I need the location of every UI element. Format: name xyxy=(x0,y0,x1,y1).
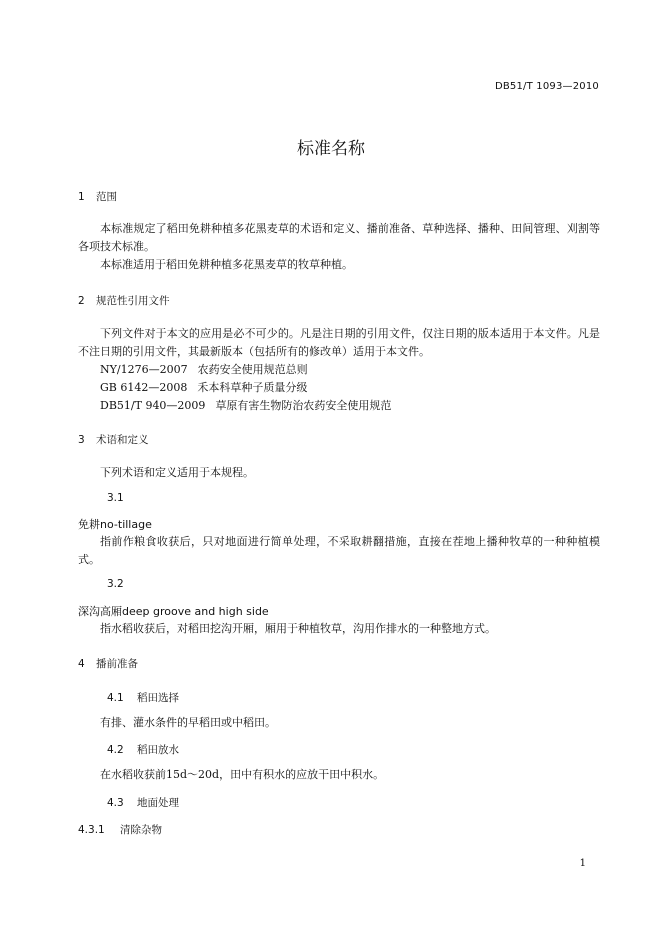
subsubsection-heading xyxy=(78,822,162,837)
section-2-heading xyxy=(78,293,170,308)
subsection-number: 4.3 xyxy=(107,797,124,809)
reference-code: NY/1276—2007 xyxy=(100,363,188,376)
section-1-heading xyxy=(78,189,117,204)
section-1-paragraph-1: 本标准规定了稻田免耕种植多花黑麦草的术语和定义、播前准备、草种选择、播种、田间管理、刈割等各项技术标准。 xyxy=(78,222,600,253)
section-title: 规范性引用文件 xyxy=(96,295,170,307)
term-name: 免耕no-tillage xyxy=(78,518,152,531)
reference-item xyxy=(100,361,308,377)
subsection-heading xyxy=(107,795,179,810)
subsection-number: 4.1 xyxy=(107,692,124,704)
reference-code: DB51/T 940—2009 xyxy=(100,399,206,412)
reference-item xyxy=(100,397,391,413)
reference-title: 草原有害生物防治农药安全使用规范 xyxy=(215,399,392,412)
subsection-number: 4.2 xyxy=(107,744,124,756)
term-definition: 指水稻收获后，对稻田挖沟开厢，厢用于种植牧草，沟用作排水的一种整地方式。 xyxy=(100,622,496,635)
subsection-heading xyxy=(107,690,179,705)
subsection-title: 地面处理 xyxy=(137,797,179,809)
section-number: 2 xyxy=(78,295,85,307)
section-4-heading xyxy=(78,656,138,671)
reference-title: 禾本科草种子质量分级 xyxy=(197,381,308,394)
section-1-paragraph-2: 本标准适用于稻田免耕种植多花黑麦草的牧草种植。 xyxy=(100,258,353,271)
subsection-title: 稻田选择 xyxy=(137,692,179,704)
subsubsection-title: 清除杂物 xyxy=(120,824,162,836)
reference-item xyxy=(100,379,307,395)
term-number: 3.1 xyxy=(107,492,124,504)
subsection-text: 在水稻收获前15d～20d，田中有积水的应放干田中积水。 xyxy=(100,768,385,781)
term-name: 深沟高厢deep groove and high side xyxy=(78,605,269,618)
section-title: 术语和定义 xyxy=(96,434,149,446)
document-title: 标准名称 xyxy=(297,139,365,159)
subsection-text: 有排、灌水条件的早稻田或中稻田。 xyxy=(100,716,276,729)
section-2-paragraph: 下列文件对于本文的应用是必不可少的。凡是注日期的引用文件，仅注日期的版本适用于本文件。凡是不注日期的引用文件，其最新版本（包括所有的修改单）适用于本文件。 xyxy=(78,327,600,358)
term-definition: 指前作粮食收获后，只对地面进行简单处理，不采取耕翻措施，直接在茬地上播种牧草的一种种植模式。 xyxy=(78,535,600,566)
section-number: 1 xyxy=(78,191,85,203)
section-3-intro: 下列术语和定义适用于本规程。 xyxy=(100,466,254,479)
subsubsection-number: 4.3.1 xyxy=(78,824,105,836)
reference-title: 农药安全使用规范总则 xyxy=(197,363,308,376)
standard-code: DB51/T 1093—2010 xyxy=(494,81,599,92)
page-number: 1 xyxy=(579,858,586,869)
section-number: 3 xyxy=(78,434,85,446)
subsection-title: 稻田放水 xyxy=(137,744,179,756)
section-title: 范围 xyxy=(96,191,117,203)
term-number: 3.2 xyxy=(107,578,124,590)
section-number: 4 xyxy=(78,658,85,670)
reference-code: GB 6142—2008 xyxy=(100,381,188,394)
section-3-heading xyxy=(78,432,149,447)
section-title: 播前准备 xyxy=(96,658,138,670)
subsection-heading xyxy=(107,742,179,757)
